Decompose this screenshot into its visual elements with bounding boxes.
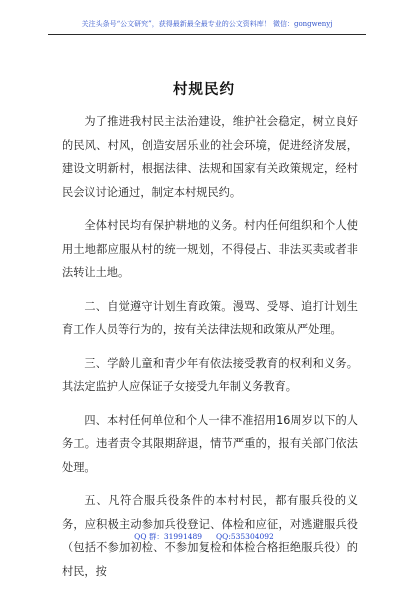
document-title: 村规民约 <box>173 81 235 98</box>
paragraph-preamble: 为了推进我村民主法治建设，维护社会稳定，树立良好的民风、村风，创造安居乐业的社会环境，促进经济发展，建设文明新村，根据法律、法规和国家有关政策规定，经村民会议讨论通过，制定本村规民约。 <box>62 115 358 199</box>
header-divider <box>48 34 366 35</box>
document-body <box>62 110 358 593</box>
paragraph-military-service: 五、凡符合服兵役条件的本村村民，都有服兵役的义务，应积极主动参加兵役登记、体检和应征，对逃避服兵役（包括不参加初检、不参加复检和体检合格拒绝服兵役）的村民，按 <box>62 494 358 578</box>
footer-qq-group: QQ 群：31991489 <box>134 532 203 541</box>
header-banner: 关注头条号“公文研究”，获得最新最全最专业的公文资料库！ 微信：gongwenyj <box>81 20 333 28</box>
paragraph-family-planning: 二、自觉遵守计划生育政策。漫骂、受辱、追打计划生育工作人员等行为的，按有关法律法规和政策从严处理。 <box>62 299 358 336</box>
page-footer <box>0 531 408 542</box>
paragraph-child-labor: 四、本村任何单位和个人一律不准招用16周岁以下的人务工。违者责令其限期辞退，情节严重的，报有关部门依法处理。 <box>62 413 358 474</box>
paragraph-land: 全体村民均有保护耕地的义务。村内任何组织和个人使用土地都应服从村的统一规划，不得侵占、非法买卖或者非法转让土地。 <box>62 219 358 279</box>
footer-qq: QQ:535304092 <box>216 532 274 541</box>
paragraph-education: 三、学龄儿童和青少年有依法接受教育的权利和义务。其法定监护人应保证子女接受九年制义务教育。 <box>62 356 358 393</box>
